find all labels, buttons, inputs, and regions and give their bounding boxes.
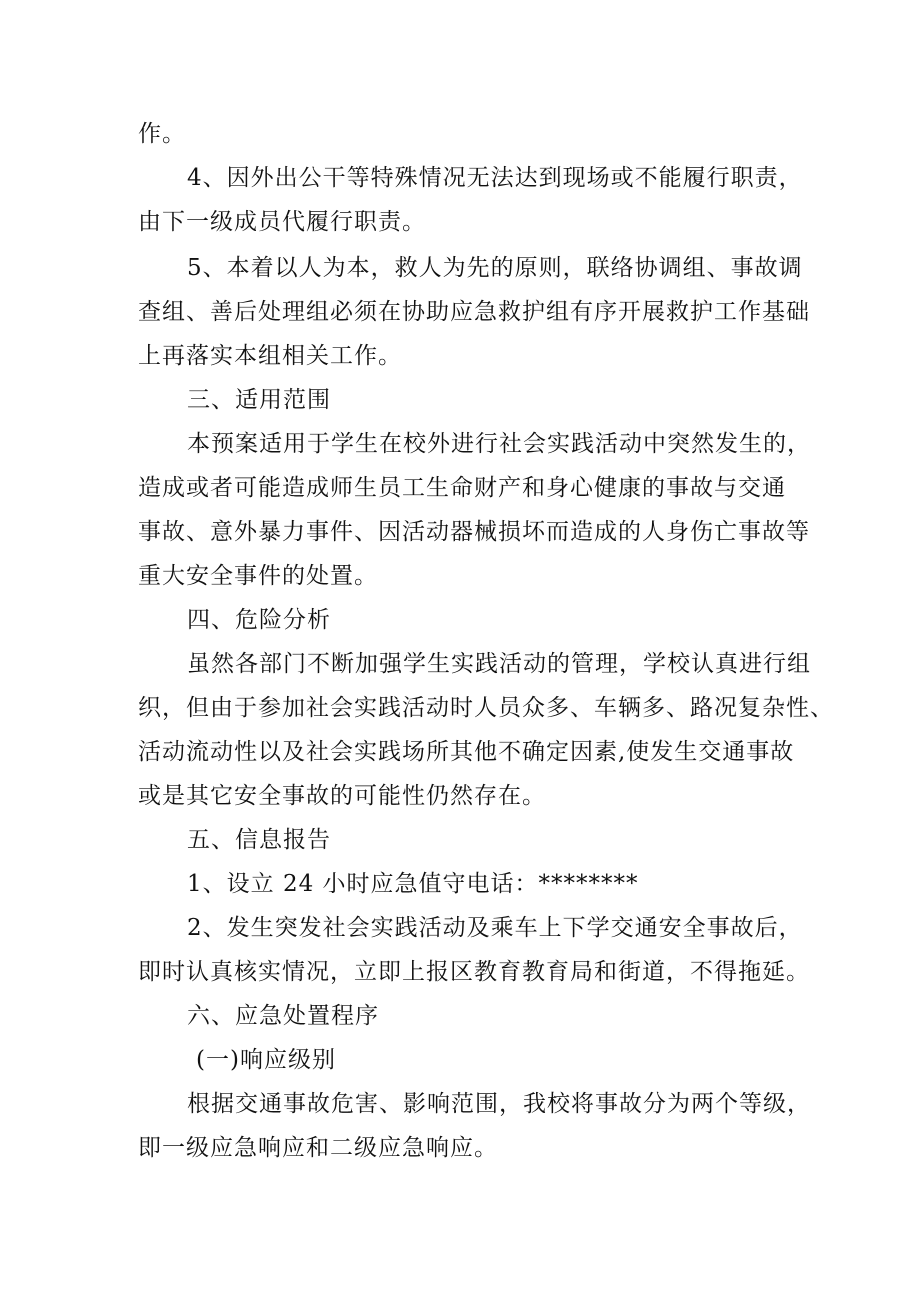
text-line: 4、因外出公干等特殊情况无法达到现场或不能履行职责， xyxy=(187,165,803,191)
section-heading: 三、适用范围 xyxy=(187,387,331,413)
text-line: 织，但由于参加社会实践活动时人员众多、车辆多、路况复杂性、 xyxy=(138,695,834,721)
text-line: 根据交通事故危害、影响范围，我校将事故分为两个等级， xyxy=(187,1091,811,1117)
text-line: 1、设立 24 小时应急值守电话：******** xyxy=(187,871,639,897)
section-heading: 五、信息报告 xyxy=(187,827,331,853)
text-line: 即一级应急响应和二级应急响应。 xyxy=(138,1135,498,1161)
text-line: 重大安全事件的处置。 xyxy=(138,563,378,589)
text-line: 造成或者可能造成师生员工生命财产和身心健康的事故与交通 xyxy=(138,475,786,501)
text-line: 2、发生突发社会实践活动及乘车上下学交通安全事故后， xyxy=(187,915,803,941)
text-line: 本预案适用于学生在校外进行社会实践活动中突然发生的， xyxy=(187,431,811,457)
text-line: 活动流动性以及社会实践场所其他不确定因素,使发生交通事故 xyxy=(138,739,795,765)
text-line: 上再落实本组相关工作。 xyxy=(138,343,402,369)
text-line: 虽然各部门不断加强学生实践活动的管理，学校认真进行组 xyxy=(187,651,811,677)
text-line: 由下一级成员代履行职责。 xyxy=(138,209,426,235)
text-line: 事故、意外暴力事件、因活动器械损坏而造成的人身伤亡事故等 xyxy=(138,519,810,545)
section-heading: 六、应急处置程序 xyxy=(187,1003,379,1029)
text-line: 或是其它安全事故的可能性仍然存在。 xyxy=(138,783,546,809)
section-heading: 四、危险分析 xyxy=(187,607,331,633)
text-line: 5、本着以人为本，救人为先的原则，联络协调组、事故调 xyxy=(187,255,803,281)
subsection-heading: (一)响应级别 xyxy=(196,1047,336,1073)
text-line: 即时认真核实情况，立即上报区教育教育局和街道，不得拖延。 xyxy=(138,959,810,985)
text-line: 作。 xyxy=(138,121,186,147)
text-line: 查组、善后处理组必须在协助应急救护组有序开展救护工作基础 xyxy=(138,299,810,325)
